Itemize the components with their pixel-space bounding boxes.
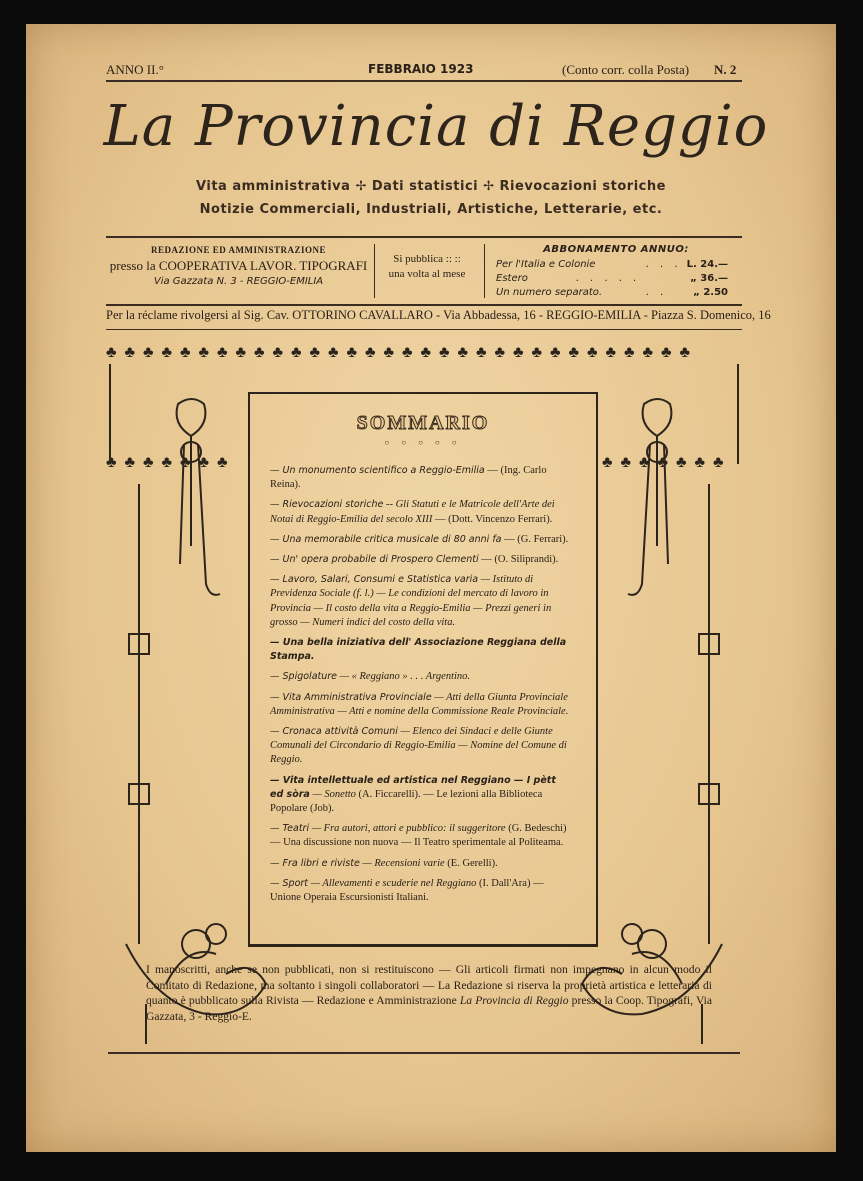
redazione-block	[106, 242, 371, 290]
advertising-contact: Per la réclame rivolgersi al Sig. Cav. OTTORINO CAVALLARO - Via Abbadessa, 16 - REGGIO-EMILIA - Piazza S. Domenico, 16	[106, 308, 771, 322]
masthead-subtitle-2: Notizie Commerciali, Industriali, Artistiche, Letterarie, etc.	[199, 202, 663, 217]
item-title: — Lavoro, Salari, Consumi e Statistica varia	[270, 574, 479, 586]
editorial-notice	[146, 962, 712, 1024]
subscription-label: Un numero separato.	[496, 287, 603, 298]
item-desc: — « Reggiano » . . . Argentino.	[337, 671, 471, 683]
item-title: — Una memorabile critica musicale di 80 anni fa	[270, 533, 502, 545]
header-rule	[106, 80, 742, 82]
issue-number: N. 2	[714, 62, 737, 77]
item-desc: -- Gli Statuti e le Matricole dell'Arte dei Notai di Reggio-Emilia del secolo XIII	[270, 499, 555, 525]
item-title: — Rievocazioni storiche	[270, 499, 384, 511]
subscription-row	[496, 257, 736, 271]
subscription-heading: ABBONAMENTO ANNUO:	[543, 244, 689, 255]
issue-date: FEBBRAIO 1923	[368, 62, 474, 76]
item-author: (G. Bedeschi) — Una discussione non nuova — Il Teatro sperimentale al Politeama.	[270, 823, 567, 849]
item-author: (A. Ficcarelli). — Le lezioni alla Biblioteca Popolare (Job).	[270, 788, 543, 815]
list-item	[270, 553, 570, 567]
subscription-row	[496, 285, 736, 299]
bottom-rule	[108, 1052, 740, 1054]
subscription-price: „ 2.50	[693, 287, 728, 298]
issue-year: ANNO II.°	[106, 62, 164, 77]
info-box	[106, 236, 742, 306]
item-author: — (O. Siliprandi).	[478, 554, 559, 566]
item-desc: — Atti della Giunta Provinciale Amministrativa — Atti e nomine della Commissione Reale Provinciale.	[270, 691, 569, 717]
postal-account-note: (Conto corr. colla Posta)	[562, 62, 690, 77]
reclame-rule	[106, 329, 742, 330]
redazione-heading: REDAZIONE ED AMMINISTRAZIONE	[150, 245, 327, 255]
list-item	[270, 670, 570, 684]
item-desc: — Allevamenti e scuderie nel Reggiano	[308, 877, 477, 889]
subscription-label: Estero	[496, 273, 528, 284]
item-desc: — Elenco dei Sindaci e delle Giunte Comunali del Circondario di Reggio-Emilia — Nomine del Comune di Reggio.	[270, 726, 567, 766]
item-desc: — Sonetto	[309, 788, 356, 800]
item-title: — Una bella iniziativa dell' Associazione Reggiana della Stampa.	[270, 637, 567, 663]
list-item	[270, 533, 570, 547]
item-desc: — Fra autori, attori e pubblico: il suggeritore	[309, 823, 506, 835]
item-title: — Fra libri e riviste	[270, 857, 360, 869]
item-author: (E. Gerelli).	[444, 857, 498, 869]
redazione-address-2: Via Gazzata N. 3 - REGGIO-EMILIA	[153, 276, 324, 287]
box-divider	[484, 244, 485, 298]
item-desc: — Istituto di Previdenza Sociale (f. l.) — Le condizioni del mercato di lavoro in Provincia — Il costo della vita a Reggio-Emilia — Prezzi generi in grosso — Numeri indici del costo della vita.	[270, 574, 552, 628]
subscription-row	[496, 271, 736, 285]
list-item	[270, 774, 570, 817]
item-title: — Un' opera probabile di Prospero Clementi	[270, 554, 479, 566]
publication-line-1: Si pubblica :: ::	[393, 253, 461, 265]
item-desc: — Recensioni varie	[359, 857, 445, 869]
subscription-price: „ 36.—	[690, 273, 728, 284]
item-title: — Teatri	[270, 823, 310, 835]
list-item	[270, 636, 570, 664]
subscription-price: L. 24.—	[686, 259, 728, 270]
item-title: — Un monumento scientifico a Reggio-Emilia	[270, 465, 485, 476]
item-title: — Vita Amministrativa Provinciale	[270, 691, 432, 703]
notice-publication-title: La Provincia di Reggio	[459, 994, 569, 1008]
subscription-dots: . . .	[646, 259, 682, 270]
list-item	[270, 573, 570, 630]
subscription-block	[496, 242, 736, 299]
list-item	[270, 464, 570, 492]
notice-text: I manoscritti, anche se non pubblicati, non si restituiscono — Gli articoli firmati non impegnano in alcun modo il Comitato di Redazione, ma soltanto i singoli collaboratori — La Redazione si riserva la proprietà artistica e letteraria di quanto è pubblicato sulla Rivista — Redazione e Amministrazione	[146, 963, 712, 1008]
item-author: — (G. Ferrari).	[501, 533, 569, 545]
masthead-subtitle-1: Vita amministrativa ✢ Dati statistici ✢ Rievocazioni storiche	[196, 179, 666, 194]
subscription-dots: . . . . .	[576, 273, 641, 284]
list-item	[270, 725, 570, 768]
clover-border-right: ♣ ♣ ♣ ♣ ♣ ♣ ♣	[602, 454, 726, 471]
item-author: (I. Dall'Ara) — Unione Operaia Escursionisti Italiani.	[270, 877, 544, 904]
clover-border-left: ♣ ♣ ♣ ♣ ♣ ♣ ♣	[106, 454, 230, 471]
list-item	[270, 877, 570, 905]
sommario-title: SOMMARIO	[356, 412, 490, 434]
list-item	[270, 691, 570, 719]
item-title: — Cronaca attività Comuni	[270, 726, 398, 738]
notice-text-end: presso la Coop. Tipografi, Via Gazzata, 3 - Reggio-E.	[146, 994, 712, 1023]
sommario-box	[248, 392, 598, 947]
newspaper-page	[26, 24, 836, 1152]
redazione-address-1: presso la COOPERATIVA LAVOR. TIPOGRAFI	[109, 258, 368, 273]
item-author: — (Ing. Carlo Reina).	[270, 465, 547, 491]
sommario-dots: ○ ○ ○ ○ ○	[384, 438, 462, 447]
publication-frequency	[374, 252, 480, 282]
item-title: — Sport	[270, 877, 309, 889]
sommario-list	[270, 464, 570, 911]
masthead-title: La Provincia di Reggio	[103, 94, 769, 159]
subscription-label: Per l'Italia e Colonie	[496, 259, 596, 270]
publication-line-2: una volta al mese	[388, 268, 466, 280]
item-author: — (Dott. Vincenzo Ferrari).	[432, 513, 553, 525]
item-title: — Vita intellettuale ed artistica nel Reggiano — I pètt ed sòra	[270, 774, 556, 800]
subscription-dots: . .	[646, 287, 668, 298]
list-item	[270, 498, 570, 526]
item-title: — Spigolature	[270, 671, 338, 683]
clover-border-top: ♣ ♣ ♣ ♣ ♣ ♣ ♣ ♣ ♣ ♣ ♣ ♣ ♣ ♣ ♣ ♣ ♣ ♣ ♣ ♣ ♣ ♣ ♣ ♣ ♣ ♣ ♣ ♣ ♣ ♣ ♣ ♣	[106, 344, 692, 361]
list-item	[270, 857, 570, 871]
list-item	[270, 822, 570, 850]
